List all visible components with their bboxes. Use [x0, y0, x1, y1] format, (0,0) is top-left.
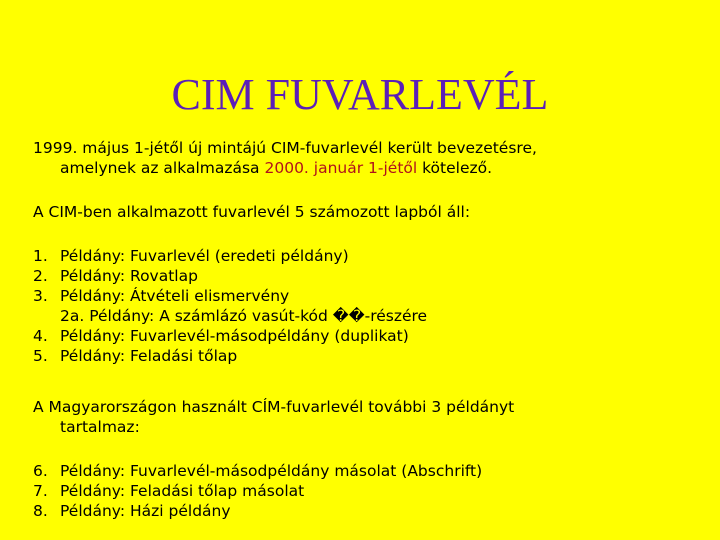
cim-copies-list: [33, 246, 693, 366]
list-item-number: 2.: [33, 267, 48, 285]
hungary-heading-line-1: A Magyarországon használt CÍM-fuvarlevél további 3 példányt: [33, 398, 515, 416]
intro-paragraph: [33, 138, 693, 178]
hungary-copies-list: [33, 461, 693, 521]
list-item: [33, 246, 693, 266]
list-item: [33, 306, 693, 326]
effective-date-highlight: 2000. január 1-jétől: [264, 159, 418, 177]
list-item-number: 7.: [33, 482, 48, 500]
list-item: [33, 501, 693, 521]
list-item: [33, 461, 693, 481]
list-item-number: 1.: [33, 247, 48, 265]
list-item-number: 6.: [33, 462, 48, 480]
list-item-text: Példány: Fuvarlevél (eredeti példány): [60, 247, 349, 265]
list-item-text: Példány: Átvételi elismervény: [60, 287, 290, 305]
list-item-number: 4.: [33, 327, 48, 345]
list-item: [33, 481, 693, 501]
cim-heading: [33, 202, 693, 222]
hungary-heading: [33, 397, 693, 437]
list-item-text: Példány: Fuvarlevél-másodpéldány másolat (Abschrift): [60, 462, 483, 480]
page-title: CIM FUVARLEVÉL: [171, 70, 549, 119]
list-item-text: Példány: Rovatlap: [60, 267, 198, 285]
intro-line-2-post: kötelező.: [417, 159, 493, 177]
list-item: [33, 346, 693, 366]
list-item-text: Példány: Feladási tőlap másolat: [60, 482, 305, 500]
list-item: [33, 286, 693, 306]
intro-line-2: [33, 158, 693, 178]
list-item-text: Példány: Feladási tőlap: [60, 347, 238, 365]
list-item-text: 2a. Példány: A számlázó vasút-kód ��-részére: [60, 307, 428, 325]
list-item-text: Példány: Házi példány: [60, 502, 231, 520]
hungary-heading-line-2: tartalmaz:: [60, 418, 140, 436]
list-item-number: 3.: [33, 287, 48, 305]
list-item-number: 8.: [33, 502, 48, 520]
intro-line-2-pre: amelynek az alkalmazása: [60, 159, 265, 177]
list-item: [33, 326, 693, 346]
list-item-text: Példány: Fuvarlevél-másodpéldány (duplikat): [60, 327, 409, 345]
cim-heading-text: A CIM-ben alkalmazott fuvarlevél 5 számozott lapból áll:: [33, 203, 471, 221]
list-item-number: 5.: [33, 347, 48, 365]
list-item: [33, 266, 693, 286]
intro-line-1: 1999. május 1-jétől új mintájú CIM-fuvarlevél került bevezetésre,: [33, 139, 537, 157]
